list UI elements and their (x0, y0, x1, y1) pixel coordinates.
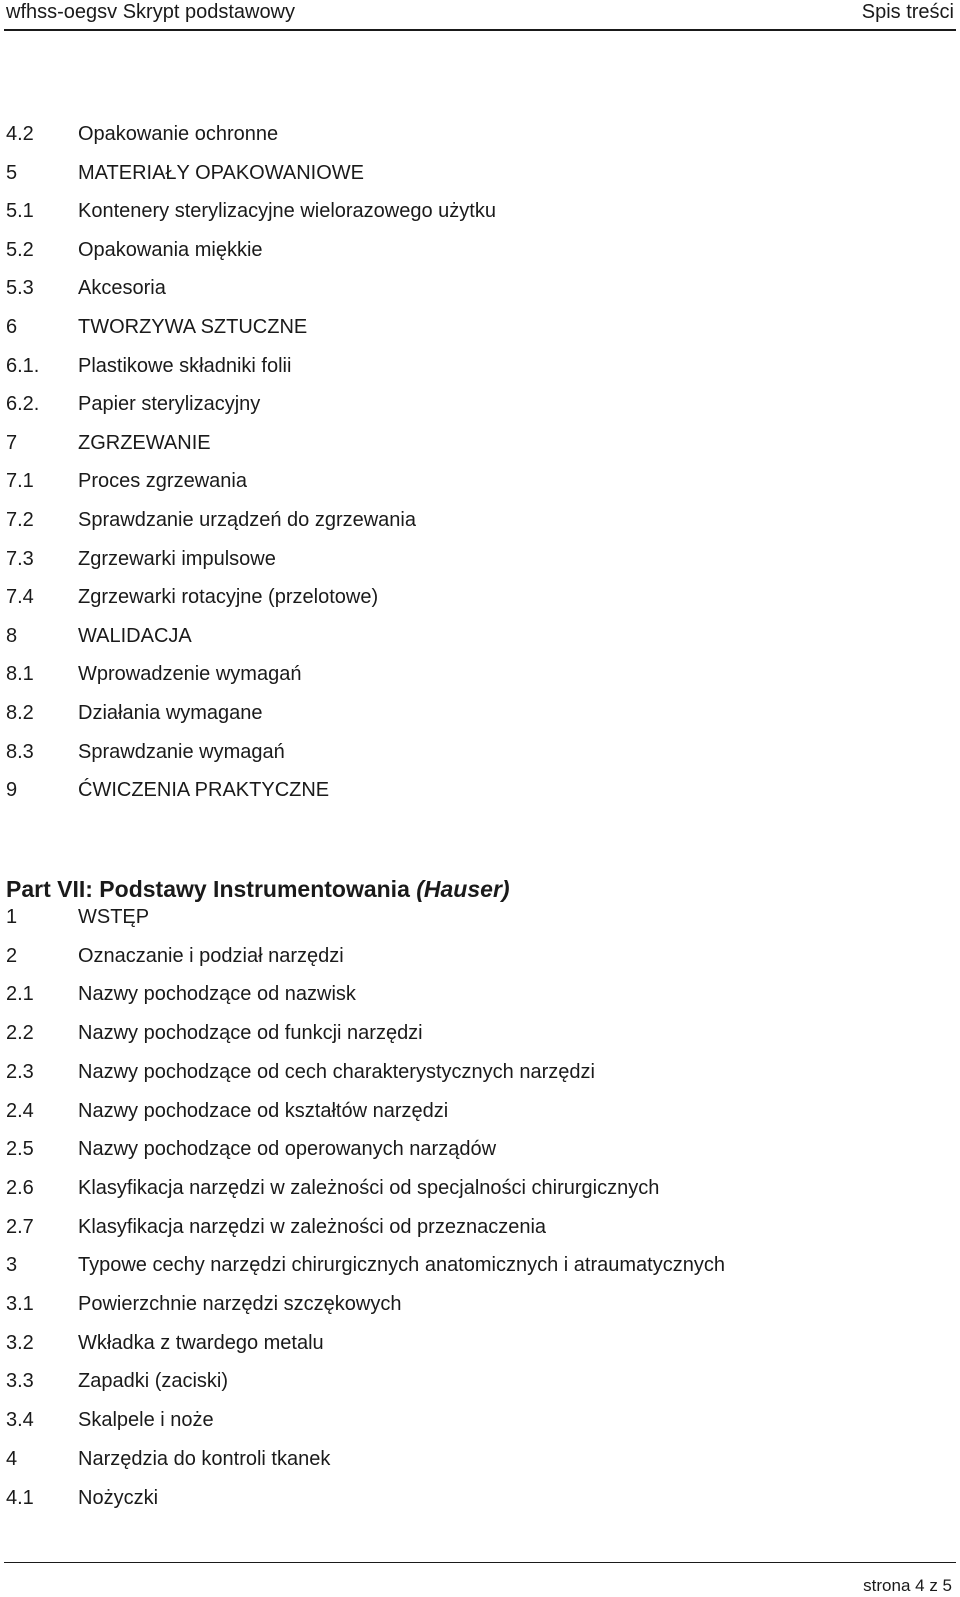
toc-entry-number: 2.2 (6, 1022, 34, 1045)
toc-entry-title: Klasyfikacja narzędzi w zależności od specjalności chirurgicznych (78, 1176, 660, 1199)
toc-entry-number: 2.4 (6, 1099, 34, 1122)
toc-entry-title: Papier sterylizacyjny (78, 393, 261, 416)
toc-entry-title: Akcesoria (78, 277, 166, 300)
section-title: Spis treści (861, 1, 954, 23)
toc-entry-number: 5.1 (6, 200, 34, 223)
toc-entry-title: Zgrzewarki impulsowe (78, 547, 276, 570)
toc-entry-number: 5.2 (6, 238, 34, 261)
page-header (0, 0, 960, 28)
toc-entry-title: Plastikowe składniki folii (78, 354, 292, 377)
toc-entry-title: Nazwy pochodzące od funkcji narzędzi (78, 1022, 423, 1045)
toc-entry-number: 2.6 (6, 1176, 34, 1199)
toc-entry-number: 4.1 (6, 1486, 34, 1509)
toc-entry-number: 6.1. (6, 354, 40, 377)
toc-entry-title: Nazwy pochodzace od kształtów narzędzi (78, 1099, 449, 1122)
toc-entry-title: Klasyfikacja narzędzi w zależności od przeznaczenia (78, 1215, 547, 1238)
toc-entry-title: WSTĘP (78, 906, 150, 928)
toc-entry-number: 7.4 (6, 586, 34, 609)
footer-divider (4, 1562, 956, 1563)
toc-entry-title: Wprowadzenie wymagań (78, 663, 302, 686)
toc-entry-number: 7.1 (6, 470, 34, 493)
toc-entry-title: Nazwy pochodzące od cech charakterystycznych narzędzi (78, 1060, 595, 1083)
document-title: wfhss-oegsv Skrypt podstawowy (6, 1, 296, 23)
toc-entry-title: Skalpele i noże (78, 1409, 214, 1432)
toc-entry-title: Powierzchnie narzędzi szczękowych (78, 1293, 402, 1315)
part-heading (6, 874, 510, 904)
page-number: strona 4 z 5 (863, 1576, 952, 1595)
toc-entry-number: 7 (6, 431, 18, 454)
toc-entry-number: 8 (6, 624, 18, 647)
toc-entry-title: Nazwy pochodzące od nazwisk (78, 983, 356, 1006)
toc-entry-title: Opakowania miękkie (78, 238, 263, 261)
toc-entry-title: Kontenery sterylizacyjne wielorazowego użytku (78, 200, 496, 223)
toc-entry-title: MATERIAŁY OPAKOWANIOWE (78, 161, 364, 184)
toc-entry-number: 2.1 (6, 983, 34, 1006)
toc-entry-number: 5 (6, 161, 18, 184)
toc-entry-title: Opakowanie ochronne (78, 123, 279, 145)
toc-entry-title: Proces zgrzewania (78, 470, 247, 493)
toc-entry-number: 2.7 (6, 1215, 34, 1238)
toc-entry-number: 8.3 (6, 740, 34, 763)
toc-entry-number: 6 (6, 316, 18, 338)
toc-entry-number: 1 (6, 906, 18, 928)
toc-entry-title: ZGRZEWANIE (78, 431, 211, 454)
toc-entry-number: 4 (6, 1447, 18, 1470)
toc-entry-number: 3.4 (6, 1409, 34, 1432)
toc-entry-number: 2.5 (6, 1138, 34, 1161)
toc-entry-number: 8.2 (6, 702, 34, 724)
toc-entry-title: TWORZYWA SZTUCZNE (78, 316, 308, 338)
toc-entry-title: Narzędzia do kontroli tkanek (78, 1447, 331, 1470)
header-divider (4, 29, 956, 31)
toc-entry-title: Typowe cechy narzędzi chirurgicznych anatomicznych i atraumatycznych (78, 1254, 725, 1277)
toc-entry-title: WALIDACJA (78, 624, 192, 647)
toc-entry-title: Zgrzewarki rotacyjne (przelotowe) (78, 586, 379, 609)
toc-entry-title: Sprawdzanie urządzeń do zgrzewania (78, 509, 416, 531)
toc-entry-title: Oznaczanie i podział narzędzi (78, 944, 344, 967)
toc-entry-title: Sprawdzanie wymagań (78, 740, 285, 763)
toc-entry-number: 9 (6, 779, 18, 802)
toc-entry-title: Działania wymagane (78, 702, 263, 724)
toc-entry-title: Zapadki (zaciski) (78, 1370, 229, 1393)
part-heading-author: (Hauser) (416, 876, 510, 902)
toc-entry-number: 2.3 (6, 1060, 34, 1083)
toc-entry-number: 6.2. (6, 393, 40, 416)
toc-entry-number: 3.1 (6, 1293, 34, 1315)
toc-entry-title: Wkładka z twardego metalu (78, 1331, 324, 1354)
toc-entry-number: 4.2 (6, 123, 34, 145)
toc-entry-number: 3.3 (6, 1370, 34, 1393)
part-heading-text: Part VII: Podstawy Instrumentowania (6, 876, 410, 902)
toc-entry-number: 7.2 (6, 509, 34, 531)
toc-entry-number: 7.3 (6, 547, 34, 570)
toc-entry-number: 3.2 (6, 1331, 34, 1354)
toc-entry-title: ĆWICZENIA PRAKTYCZNE (78, 779, 330, 802)
toc-entry-number: 2 (6, 944, 18, 967)
toc-entry-title: Nożyczki (78, 1486, 159, 1509)
toc-entry-number: 8.1 (6, 663, 34, 686)
toc-entry-number: 3 (6, 1254, 18, 1277)
toc-entry-number: 5.3 (6, 277, 34, 300)
toc-entry-title: Nazwy pochodzące od operowanych narządów (78, 1138, 497, 1161)
